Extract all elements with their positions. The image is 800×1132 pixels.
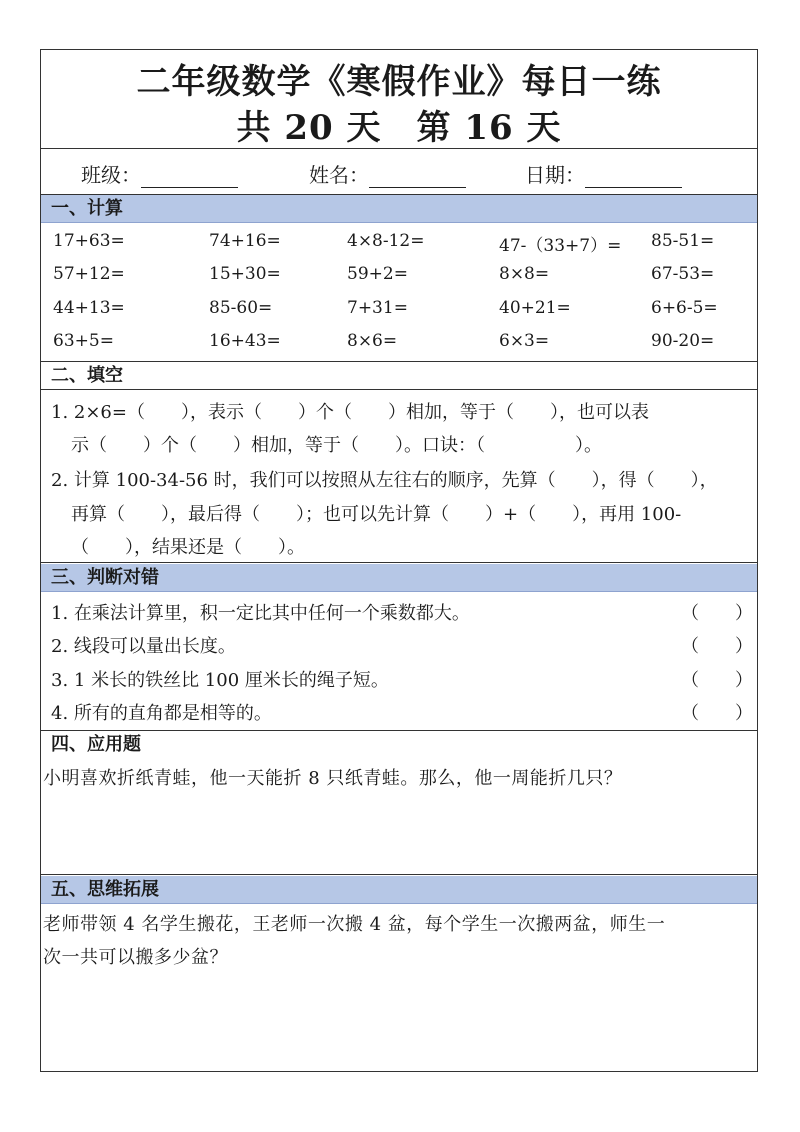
thinking-question-line: 次一共可以搬多少盆？ <box>43 947 228 968</box>
calc-item: 17+63= <box>53 231 125 251</box>
thinking-question-line: 老师带领 4 名学生搬花，王老师一次搬 4 盆，每个学生一次搬两盆，师生一 <box>43 914 666 935</box>
calc-item: 57+12= <box>53 264 125 284</box>
calc-item: 44+13= <box>53 298 125 318</box>
section-application-heading: 四、应用题 <box>41 731 757 759</box>
answer-paren[interactable]: （ ） <box>681 670 753 691</box>
date-field <box>525 159 682 188</box>
calc-item: 47-（33+7）= <box>499 236 622 256</box>
name-blank[interactable] <box>369 169 466 188</box>
section-fill-heading: 二、填空 <box>41 362 757 390</box>
class-label: 班级： <box>81 163 141 187</box>
divider <box>41 874 757 875</box>
student-info-row <box>41 148 757 195</box>
date-label: 日期： <box>525 163 585 187</box>
name-label: 姓名： <box>309 163 369 187</box>
calc-item: 6×3= <box>499 331 550 351</box>
page-subtitle: 共 20 天 第 16 天 <box>236 108 562 148</box>
date-blank[interactable] <box>585 169 682 188</box>
calc-item: 8×8= <box>499 264 550 284</box>
judge-item: 2. 线段可以量出长度。 <box>51 636 236 657</box>
calc-item: 85-51= <box>651 231 715 251</box>
fill-line: 2. 计算 100-34-56 时，我们可以按照从左往右的顺序，先算（ ），得（ ）， <box>51 470 718 491</box>
application-question: 小明喜欢折纸青蛙，他一天能折 8 只纸青蛙。那么，他一周能折几只？ <box>43 768 623 789</box>
calc-item: 90-20= <box>651 331 715 351</box>
section-thinking-heading: 五、思维拓展 <box>41 876 757 904</box>
fill-line: 1. 2×6=（ ），表示（ ）个（ ）相加，等于（ ），也可以表 <box>51 402 649 423</box>
calc-item: 67-53= <box>651 264 715 284</box>
fill-line: 示（ ）个（ ）相加，等于（ ）。口诀：（ ）。 <box>71 435 602 456</box>
calc-item: 4×8-12= <box>347 231 425 251</box>
answer-paren[interactable]: （ ） <box>681 703 753 724</box>
title-box <box>41 50 757 149</box>
judge-item: 3. 1 米长的铁丝比 100 厘米长的绳子短。 <box>51 670 389 691</box>
calc-item: 6+6-5= <box>651 298 718 318</box>
section-calc-heading: 一、计算 <box>41 195 757 223</box>
judge-item: 1. 在乘法计算里，积一定比其中任何一个乘数都大。 <box>51 603 470 624</box>
worksheet <box>40 49 758 1072</box>
fill-line: 再算（ ），最后得（ ）；也可以先计算（ ）+（ ），再用 100- <box>71 504 682 525</box>
calc-item: 8×6= <box>347 331 398 351</box>
page-title: 二年级数学《寒假作业》每日一练 <box>136 62 662 102</box>
calc-item: 74+16= <box>209 231 281 251</box>
calc-item: 16+43= <box>209 331 281 351</box>
calc-item: 7+31= <box>347 298 408 318</box>
calc-item: 63+5= <box>53 331 114 351</box>
answer-paren[interactable]: （ ） <box>681 636 753 657</box>
divider <box>41 562 757 563</box>
calc-item: 59+2= <box>347 264 408 284</box>
answer-paren[interactable]: （ ） <box>681 603 753 624</box>
judge-item: 4. 所有的直角都是相等的。 <box>51 703 272 724</box>
class-field <box>81 159 238 188</box>
calc-item: 15+30= <box>209 264 281 284</box>
fill-line: （ ），结果还是（ ）。 <box>71 537 305 558</box>
section-judge-heading: 三、判断对错 <box>41 564 757 592</box>
calc-item: 40+21= <box>499 298 571 318</box>
class-blank[interactable] <box>141 169 238 188</box>
name-field <box>309 159 466 188</box>
calc-item: 85-60= <box>209 298 273 318</box>
